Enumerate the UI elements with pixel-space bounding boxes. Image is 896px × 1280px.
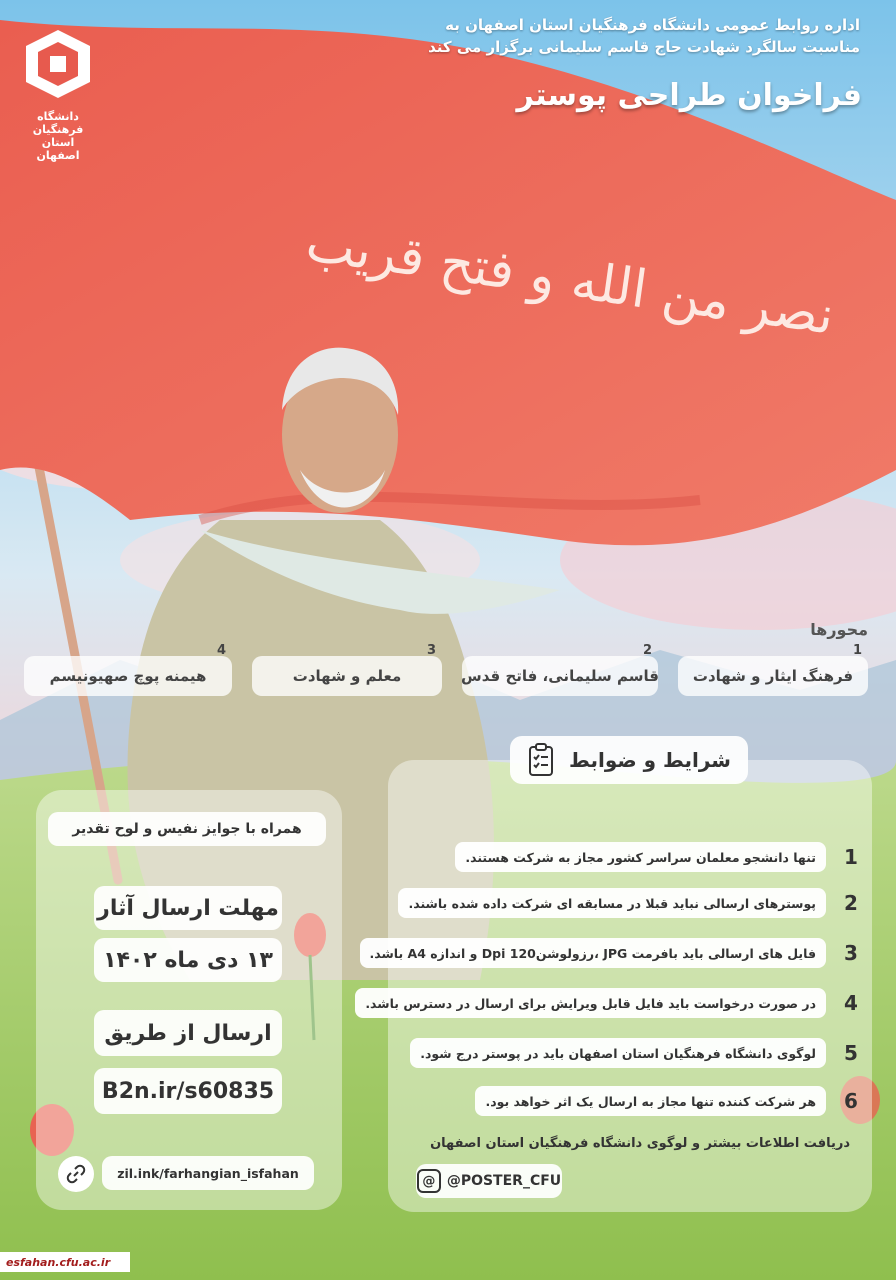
rules-title-text: شرایط و ضوابط xyxy=(569,748,731,772)
header-line-1: اداره روابط عمومی دانشگاه فرهنگیان استان اصفهان به xyxy=(445,16,860,34)
prizes-panel xyxy=(36,790,342,1210)
rule-row xyxy=(398,888,866,918)
instagram-handle[interactable] xyxy=(416,1164,562,1198)
rule-number: 4 xyxy=(844,991,858,1015)
checklist-icon xyxy=(527,743,557,777)
topic-text: هیمنه پوچ صهیونیسم xyxy=(49,667,207,685)
rule-row xyxy=(475,1086,866,1116)
topics-label: محورها xyxy=(810,620,868,639)
topic-number: 3 xyxy=(426,643,436,658)
topic-text: قاسم سلیمانی، فاتح قدس xyxy=(461,667,659,685)
rule-text: در صورت درخواست باید فایل قابل ویرایش برای ارسال در دسترس باشد. xyxy=(355,988,826,1018)
rule-number: 6 xyxy=(844,1089,858,1113)
topic-text: معلم و شهادت xyxy=(292,667,402,685)
rule-text: لوگوی دانشگاه فرهنگیان استان اصفهان باید در پوستر درج شود. xyxy=(410,1038,826,1068)
topic-item xyxy=(252,643,442,696)
rule-number: 5 xyxy=(844,1041,858,1065)
more-info-text: دریافت اطلاعات بیشتر و لوگوی دانشگاه فرهنگیان استان اصفهان xyxy=(430,1136,850,1151)
rule-row xyxy=(410,1038,866,1068)
rule-text: هر شرکت کننده تنها مجاز به ارسال یک اثر خواهد بود. xyxy=(475,1086,826,1116)
submit-label: ارسال از طریق xyxy=(94,1010,282,1056)
link-icon xyxy=(58,1156,94,1192)
zil-link[interactable]: zil.ink/farhangian_isfahan xyxy=(102,1156,314,1190)
rules-title xyxy=(510,736,748,784)
at-sign-icon: @ xyxy=(417,1169,441,1193)
logo-caption: استان اصفهان xyxy=(36,136,80,162)
rule-text: تنها دانشجو معلمان سراسر کشور مجاز به شرکت هستند. xyxy=(455,842,826,872)
award-label: همراه با جوایز نفیس و لوح تقدیر xyxy=(48,812,326,846)
rule-number: 1 xyxy=(844,845,858,869)
topic-number: 4 xyxy=(216,643,226,658)
deadline-label: مهلت ارسال آثار xyxy=(94,886,282,930)
header-line-2: مناسبت سالگرد شهادت حاج قاسم سلیمانی برگزار می کند xyxy=(428,38,860,56)
rule-row xyxy=(455,842,866,872)
topic-number: 2 xyxy=(642,643,652,658)
footer-site[interactable]: esfahan.cfu.ac.ir xyxy=(6,1256,111,1269)
rule-row xyxy=(360,938,867,968)
topic-text: فرهنگ ایثار و شهادت xyxy=(692,667,854,685)
rule-number: 2 xyxy=(844,891,858,915)
rule-number: 3 xyxy=(844,941,858,965)
topic-item xyxy=(461,643,659,696)
rule-row xyxy=(355,988,866,1018)
university-logo-icon xyxy=(20,26,96,102)
page-title: فراخوان طراحی پوستر xyxy=(516,78,862,113)
rule-text: پوسترهای ارسالی نباید قبلا در مسابقه ای شرکت داده شده باشند. xyxy=(398,888,826,918)
university-logo xyxy=(20,26,96,162)
instagram-handle-text: @POSTER_CFU xyxy=(446,1173,562,1189)
topic-number: 1 xyxy=(852,643,862,658)
logo-caption: دانشگاه فرهنگیان xyxy=(32,110,84,136)
submit-link[interactable]: B2n.ir/s60835 xyxy=(94,1068,282,1114)
rule-text: فایل های ارسالی باید بافرمت JPG ،رزولوشن120 Dpi و اندازه A4 باشد. xyxy=(360,938,827,968)
topic-item xyxy=(678,643,868,696)
topic-item xyxy=(24,643,232,696)
deadline-date: ۱۳ دی ماه ۱۴۰۲ xyxy=(94,938,282,982)
flag-calligraphy: نصر من الله و فتح قریب xyxy=(302,213,838,347)
